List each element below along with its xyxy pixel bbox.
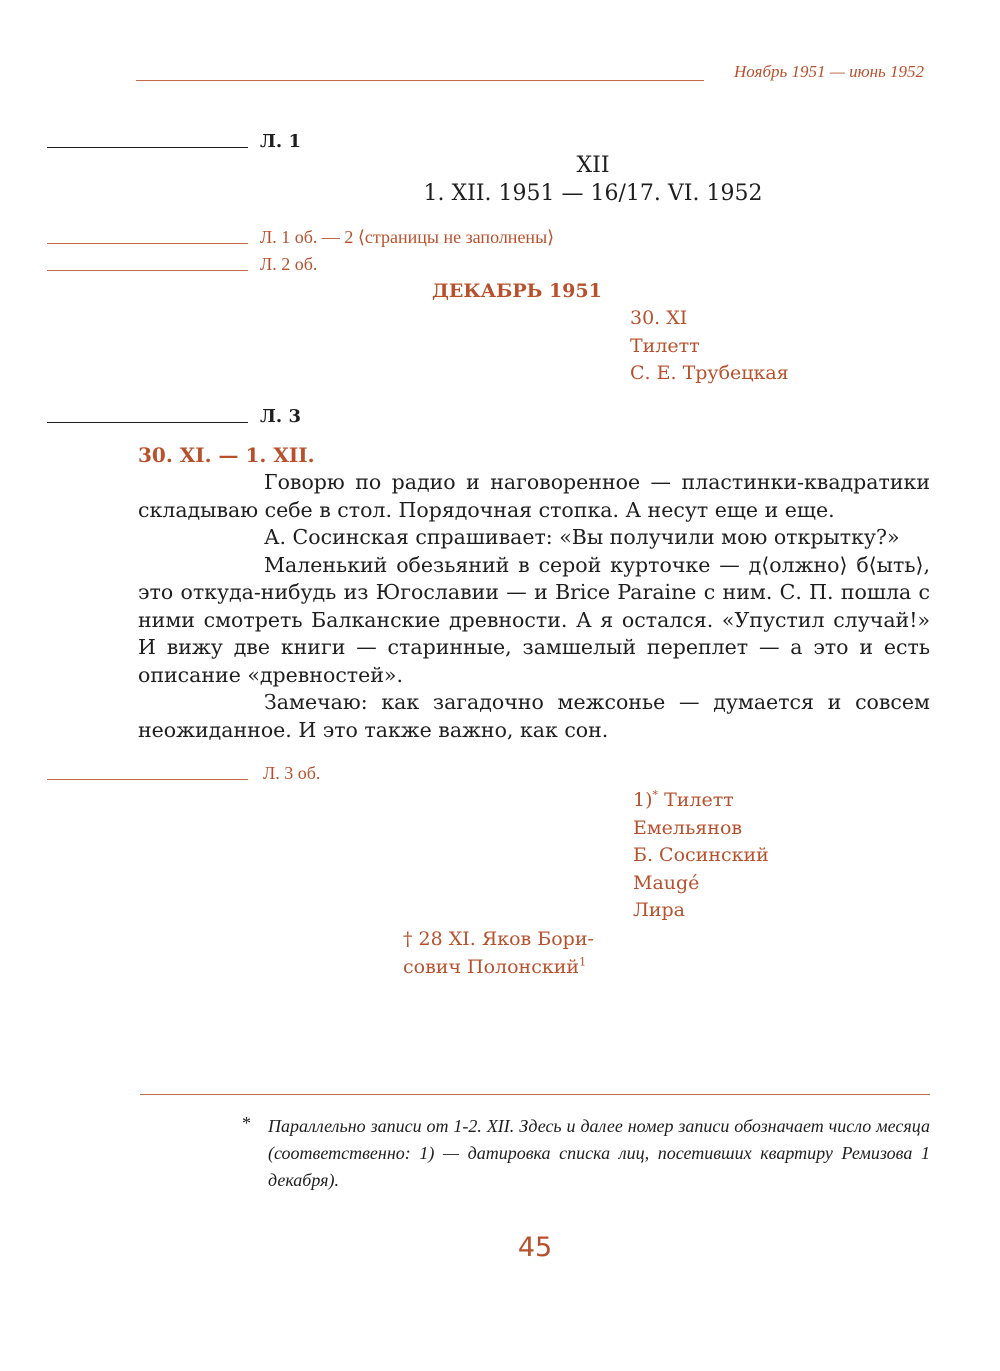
guest-name: Б. Сосинский [633, 844, 769, 866]
footnote-mark: * [242, 1113, 251, 1133]
death-note [403, 926, 633, 981]
leaf-1ob-rule [47, 243, 248, 244]
leaf-1-marker: Л. 1 [260, 131, 301, 152]
leaf-1-rule [47, 147, 248, 148]
leaf-3ob-marker: Л. 3 об. [263, 763, 321, 783]
leaf-3-rule [47, 422, 248, 423]
footnote-text: Параллельно записи от 1-2. XII. Здесь и далее номер записи обозначает число месяца (соответственно: 1) — датировка списка лиц, посетивших квартиру Ремизова 1 декабря). [268, 1116, 930, 1190]
leaf-3-marker: Л. 3 [260, 406, 301, 427]
footnote-mark-ref: * [652, 788, 659, 802]
guest-first-line [633, 787, 769, 815]
guest-list-1 [630, 305, 789, 388]
month-heading: ДЕКАБРЬ 1951 [432, 280, 602, 302]
guest-name: Тилетт [630, 334, 700, 357]
footnote-rule [140, 1094, 930, 1095]
death-note-line2-wrap [403, 954, 633, 982]
paragraph: Замечаю: как загадочно межсонье — думается и совсем неожиданное. И это также важно, как сон. [138, 690, 930, 742]
leaf-1ob-marker: Л. 1 об. — 2 ⟨страницы не заполнены⟩ [260, 227, 555, 247]
entry-date: 30. XI. — 1. XII. [138, 443, 315, 467]
guest-list-2 [633, 787, 769, 925]
guest-name: Maugé [633, 871, 700, 894]
paragraph: Маленький обезьяний в серой курточке — д⟨олжно⟩ б⟨ыть⟩, это откуда-нибудь из Югославии — и Brice Paraine с ним. С. П. пошла с ними смотреть Балканские древности. А я остался. «Упустил случай!» И вижу две книги — старинные, замшелый переплет — а это и есть описание «древностей». [138, 552, 930, 687]
notebook-number: XII [576, 153, 610, 178]
guest-name: Емельянов [633, 816, 743, 839]
page-number: 45 [517, 1232, 553, 1263]
leaf-3ob-rule [47, 779, 248, 780]
leaf-2ob-rule [47, 270, 248, 271]
guest-date: 30. XI [630, 307, 688, 329]
endnote-ref: 1 [579, 955, 587, 969]
death-note-line1: † 28 XI. Яков Бори- [403, 928, 594, 950]
paragraph: А. Сосинская спрашивает: «Вы получили мою открытку?» [264, 525, 900, 549]
paragraph: Говорю по радио и наговоренное — пластинки-квадратики складываю себе в стол. Порядочная стопка. А несут еще и еще. [138, 470, 930, 522]
guest-name: Лира [633, 899, 686, 921]
guest-name: Тилетт [664, 789, 734, 811]
leaf-2ob-marker: Л. 2 об. [260, 254, 318, 274]
running-header: Ноябрь 1951 — июнь 1952 [733, 62, 924, 81]
entry-body [138, 469, 930, 744]
notebook-dates: 1. XII. 1951 — 16/17. VI. 1952 [423, 181, 763, 206]
header-rule [136, 80, 704, 81]
guest-name: С. Е. Трубецкая [630, 362, 789, 384]
guest-number: 1) [633, 789, 653, 811]
death-note-line2: сович Полонский [403, 955, 580, 978]
